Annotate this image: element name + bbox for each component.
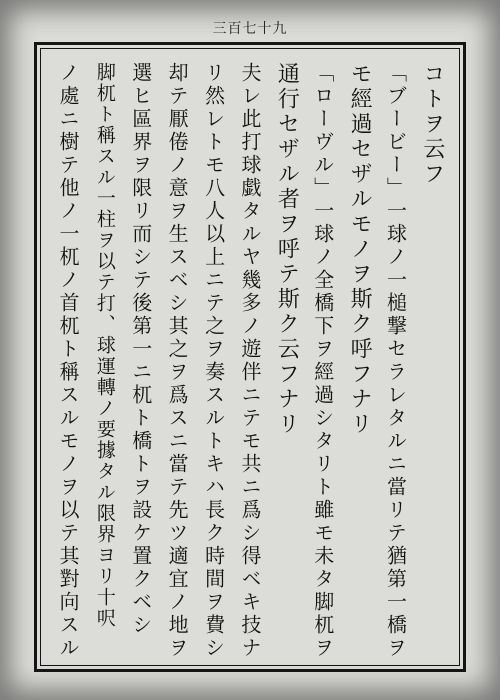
text-column-7: リ然レトモ八人以上ニテ之ヲ奏スルトキハ長ク時間ヲ費シ xyxy=(201,62,226,660)
page-number: 三百七十九 xyxy=(212,21,288,37)
text-column-9: 選ヒ區界ヲ限リ而シテ後第一ニ杌ト橋トヲ設ケ置クベシ xyxy=(128,62,153,637)
text-body xyxy=(48,62,452,660)
text-column-8: 却テ厭倦ノ意ヲ生スベシ其之ヲ爲スニ當テ先ツ適宜ノ地ヲ xyxy=(165,62,190,660)
text-column-1: コトヲ云フ xyxy=(419,62,445,187)
text-column-5: 通行セザル者ヲ呼テ斯ク云フナリ xyxy=(274,62,300,437)
text-column-2: 「ブービー」一球ノ一槌撃セラレタルニ當リテ猶第一橋ヲ xyxy=(383,62,408,660)
text-column-4: 「ローヴル」一球ノ全橋下ヲ經過シタリト雖モ未タ脚杌ヲ xyxy=(310,62,335,660)
text-column-10: 脚杌ト稱スル一柱ヲ以テ打、球運轉ノ要據タル限界ヨリ十呎 xyxy=(93,62,116,629)
text-column-6: 夫レ此打球戯タルヤ幾多ノ遊伴ニテモ共ニ爲シ得ベキ技ナ xyxy=(237,62,262,660)
text-column-3: モ經過セザルモノヲ斯ク呼フナリ xyxy=(347,62,373,437)
text-column-11: ノ處ニ樹テ他ノ一杌ノ首杌ト稱スルモノヲ以テ其對向スル xyxy=(56,62,80,660)
